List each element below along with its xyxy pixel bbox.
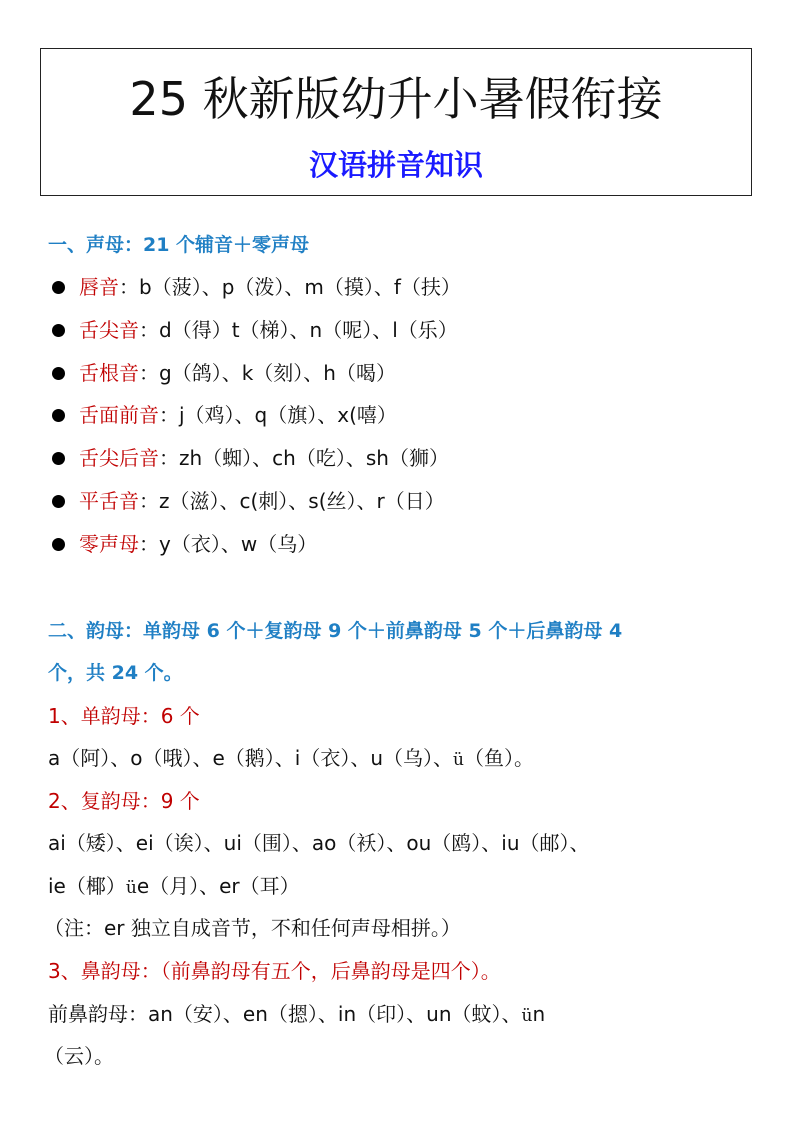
- finals-heading: 二、韵母：单韵母 6 个＋复韵母 9 个＋前鼻韵母 5 个＋后鼻韵母 4: [48, 620, 623, 642]
- item-label: 舌尖音: [79, 318, 139, 342]
- bullet-icon: [52, 495, 65, 508]
- text-part: a（阿）、o（哦）、e（鹅）、i（衣）、u（乌）、: [48, 746, 454, 770]
- item-text: ：b（菠）、p（泼）、m（摸）、f（扶）: [119, 275, 461, 299]
- page-title: 25 秋新版幼升小暑假衔接: [129, 72, 663, 126]
- finals-heading-cont: 个，共 24 个。: [48, 662, 183, 684]
- simple-finals-heading: 1、单韵母：6 个: [48, 704, 200, 728]
- nasal-finals-line2: （云）。: [44, 1044, 114, 1068]
- list-item: [48, 274, 461, 300]
- text-part: ie（椰）: [48, 874, 126, 898]
- bullet-icon: [52, 324, 65, 337]
- compound-finals-line1: ai（矮）、ei（诶）、ui（围）、ao（袄）、ou（鸥）、iu（邮）、: [48, 831, 590, 855]
- initials-heading: 一、声母：21 个辅音＋零声母: [48, 234, 310, 256]
- nasal-finals-line1: [48, 1001, 545, 1029]
- item-label: 舌面前音: [79, 403, 159, 427]
- compound-finals-line2: [48, 873, 300, 901]
- item-text: ：j（鸡）、q（旗）、x(嘻）: [159, 403, 397, 427]
- item-text: ：y（衣）、w（乌）: [139, 532, 318, 556]
- title-box: [40, 48, 752, 196]
- u-umlaut: ü: [521, 1006, 533, 1026]
- list-item: [48, 317, 458, 343]
- text-part: （鱼）。: [463, 746, 534, 770]
- item-text: ：z（滋）、c(刺）、s(丝）、r（日）: [139, 489, 445, 513]
- bullet-icon: [52, 452, 65, 465]
- item-label: 舌尖后音: [79, 446, 159, 470]
- bullet-icon: [52, 409, 65, 422]
- u-umlaut: ü: [125, 878, 137, 898]
- item-text: ：g（鸽）、k（刻）、h（喝）: [139, 361, 396, 385]
- item-text: ：d（得）t（梯）、n（呢）、l（乐）: [139, 318, 458, 342]
- item-text: ：zh（蜘）、ch（吃）、sh（狮）: [159, 446, 449, 470]
- list-item: [48, 531, 317, 557]
- list-item: [48, 360, 396, 386]
- page-subtitle: 汉语拼音知识: [308, 148, 483, 182]
- item-label: 舌根音: [79, 361, 139, 385]
- bullet-icon: [52, 367, 65, 380]
- bullet-icon: [52, 538, 65, 551]
- text-part: n: [532, 1002, 546, 1026]
- bullet-icon: [52, 281, 65, 294]
- simple-finals-text: [48, 745, 534, 773]
- list-item: [48, 402, 397, 428]
- note-text: （注：er 独立自成音节，不和任何声母相拼。）: [44, 916, 461, 940]
- list-item: [48, 445, 449, 471]
- list-item: [48, 488, 445, 514]
- text-part: e（月）、er（耳）: [136, 874, 300, 898]
- item-label: 零声母: [79, 532, 139, 556]
- text-part: 前鼻韵母：an（安）、en（摁）、in（印）、un（蚊）、: [48, 1002, 522, 1026]
- item-label: 唇音: [79, 275, 119, 299]
- compound-finals-heading: 2、复韵母：9 个: [48, 789, 200, 813]
- nasal-finals-heading: 3、鼻韵母：（前鼻韵母有五个，后鼻韵母是四个）。: [48, 959, 501, 983]
- u-umlaut: ü: [453, 750, 464, 770]
- item-label: 平舌音: [79, 489, 139, 513]
